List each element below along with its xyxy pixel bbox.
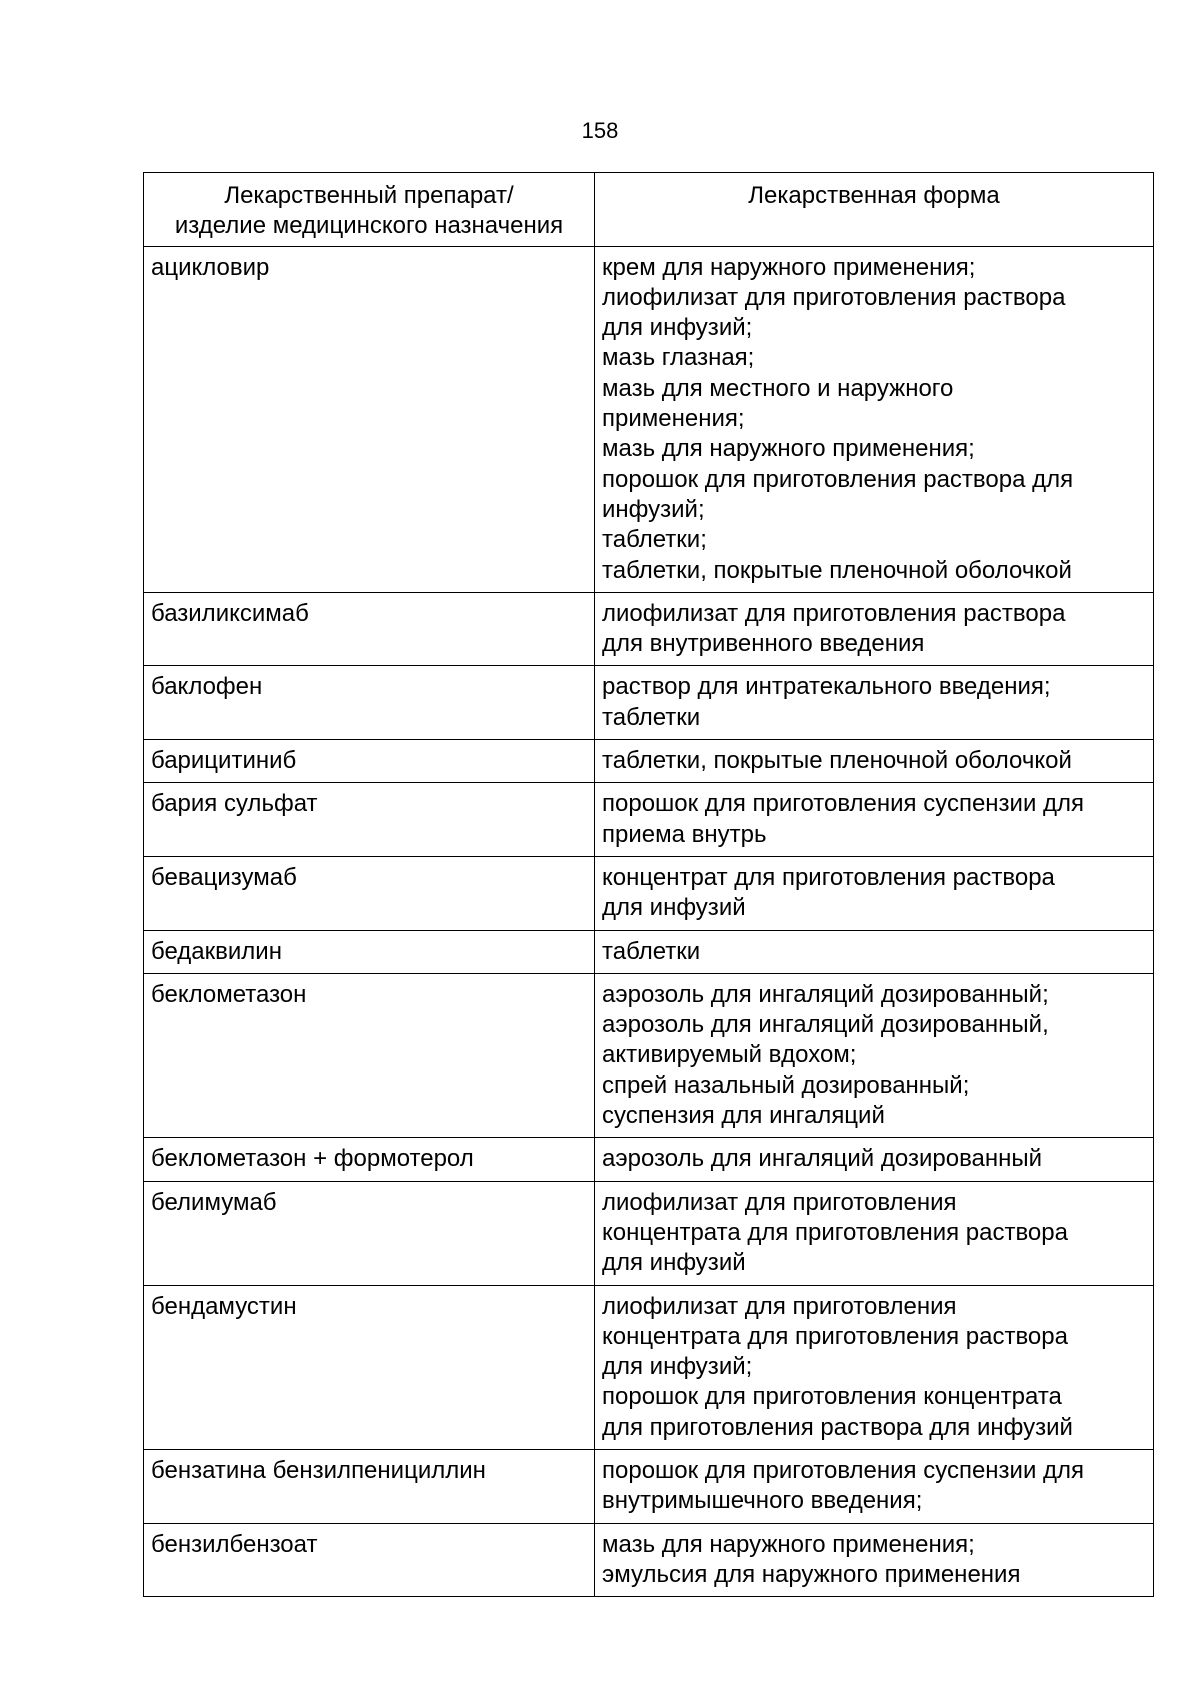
dosage-form-line: порошок для приготовления суспензии для bbox=[602, 790, 1085, 818]
drug-name-cell: бедаквилин bbox=[144, 930, 595, 973]
dosage-form-line: порошок для приготовления концентрата bbox=[602, 1383, 1062, 1411]
dosage-form-cell bbox=[595, 592, 1154, 666]
dosage-form-line: лиофилизат для приготовления bbox=[602, 1188, 957, 1216]
drug-forms-table bbox=[143, 172, 1154, 1597]
dosage-form-line: внутримышечного введения; bbox=[602, 1487, 923, 1515]
dosage-form-cell bbox=[595, 1138, 1154, 1181]
dosage-form-cell bbox=[595, 1181, 1154, 1285]
dosage-form-line: раствор для интратекального введения; bbox=[602, 673, 1051, 701]
table-row bbox=[144, 1138, 1154, 1181]
table-row bbox=[144, 1449, 1154, 1523]
table-row bbox=[144, 973, 1154, 1137]
dosage-form-line: активируемый вдохом; bbox=[602, 1041, 857, 1069]
dosage-form-line: таблетки; bbox=[602, 526, 707, 554]
dosage-form-cell bbox=[595, 1449, 1154, 1523]
dosage-form-line: для инфузий; bbox=[602, 314, 753, 342]
dosage-form-line: лиофилизат для приготовления раствора bbox=[602, 283, 1066, 311]
dosage-form-line: таблетки bbox=[602, 703, 701, 731]
dosage-form-cell bbox=[595, 973, 1154, 1137]
dosage-form-line: концентрат для приготовления раствора bbox=[602, 863, 1055, 891]
table-body bbox=[144, 246, 1154, 1597]
dosage-form-line: лиофилизат для приготовления раствора bbox=[602, 599, 1066, 627]
dosage-form-cell bbox=[595, 783, 1154, 857]
dosage-form-line: спрей назальный дозированный; bbox=[602, 1071, 970, 1099]
dosage-form-line: концентрата для приготовления раствора bbox=[602, 1218, 1068, 1246]
table-header-row bbox=[144, 173, 1154, 247]
dosage-form-line: мазь для наружного применения; bbox=[602, 435, 975, 463]
dosage-form-line: таблетки, покрытые пленочной оболочкой bbox=[602, 747, 1072, 775]
dosage-form-line: порошок для приготовления раствора для bbox=[602, 465, 1074, 493]
dosage-form-line: лиофилизат для приготовления bbox=[602, 1292, 957, 1320]
dosage-form-line: эмульсия для наружного применения bbox=[602, 1560, 1021, 1588]
table-row bbox=[144, 666, 1154, 740]
dosage-form-cell bbox=[595, 856, 1154, 930]
table-row bbox=[144, 856, 1154, 930]
dosage-form-line: применения; bbox=[602, 405, 745, 433]
dosage-form-cell bbox=[595, 740, 1154, 783]
dosage-form-line: для инфузий; bbox=[602, 1353, 753, 1381]
drug-name-cell: барицитиниб bbox=[144, 740, 595, 783]
dosage-form-line: для инфузий bbox=[602, 894, 746, 922]
dosage-form-line: крем для наружного применения; bbox=[602, 253, 976, 281]
dosage-form-line: мазь для местного и наружного bbox=[602, 374, 954, 402]
page-number: 158 bbox=[581, 118, 619, 143]
header-drug-line: Лекарственный препарат/ bbox=[224, 182, 514, 209]
drug-name-cell: базиликсимаб bbox=[144, 592, 595, 666]
drug-name-cell: бензатина бензилпенициллин bbox=[144, 1449, 595, 1523]
drug-name-cell: беклометазон + формотерол bbox=[144, 1138, 595, 1181]
drug-name-cell: ацикловир bbox=[144, 246, 595, 592]
dosage-form-line: таблетки, покрытые пленочной оболочкой bbox=[602, 556, 1072, 584]
dosage-form-line: концентрата для приготовления раствора bbox=[602, 1322, 1068, 1350]
table-row bbox=[144, 1181, 1154, 1285]
dosage-form-line: инфузий; bbox=[602, 495, 705, 523]
dosage-form-line: приема внутрь bbox=[602, 820, 767, 848]
table-row bbox=[144, 1285, 1154, 1449]
dosage-form-line: для инфузий bbox=[602, 1249, 746, 1277]
dosage-form-cell bbox=[595, 1523, 1154, 1597]
drug-name-cell: беклометазон bbox=[144, 973, 595, 1137]
dosage-form-line: аэрозоль для ингаляций дозированный; bbox=[602, 980, 1049, 1008]
drug-name-cell: бензилбензоат bbox=[144, 1523, 595, 1597]
drug-name-cell: белимумаб bbox=[144, 1181, 595, 1285]
dosage-form-line: аэрозоль для ингаляций дозированный, bbox=[602, 1011, 1049, 1039]
dosage-form-line: порошок для приготовления суспензии для bbox=[602, 1456, 1085, 1484]
dosage-form-line: таблетки bbox=[602, 937, 701, 965]
dosage-form-line: для внутривенного введения bbox=[602, 630, 925, 658]
dosage-form-cell bbox=[595, 1285, 1154, 1449]
drug-name-cell: баклофен bbox=[144, 666, 595, 740]
dosage-form-line: аэрозоль для ингаляций дозированный bbox=[602, 1145, 1043, 1173]
table-row bbox=[144, 783, 1154, 857]
table-row bbox=[144, 592, 1154, 666]
dosage-form-cell bbox=[595, 246, 1154, 592]
dosage-form-cell bbox=[595, 666, 1154, 740]
header-drug-line: изделие медицинского назначения bbox=[174, 212, 564, 240]
table-row bbox=[144, 246, 1154, 592]
table-row bbox=[144, 930, 1154, 973]
dosage-form-line: для приготовления раствора для инфузий bbox=[602, 1413, 1073, 1441]
drug-name-cell: бария сульфат bbox=[144, 783, 595, 857]
header-drug bbox=[144, 173, 595, 247]
table-row bbox=[144, 1523, 1154, 1597]
table-row bbox=[144, 740, 1154, 783]
header-form bbox=[595, 173, 1154, 247]
dosage-form-line: мазь глазная; bbox=[602, 344, 755, 372]
dosage-form-line: суспензия для ингаляций bbox=[602, 1102, 885, 1130]
header-form-line: Лекарственная форма bbox=[748, 182, 1000, 209]
dosage-form-line: мазь для наружного применения; bbox=[602, 1530, 975, 1558]
drug-name-cell: бевацизумаб bbox=[144, 856, 595, 930]
dosage-form-cell bbox=[595, 930, 1154, 973]
drug-name-cell: бендамустин bbox=[144, 1285, 595, 1449]
